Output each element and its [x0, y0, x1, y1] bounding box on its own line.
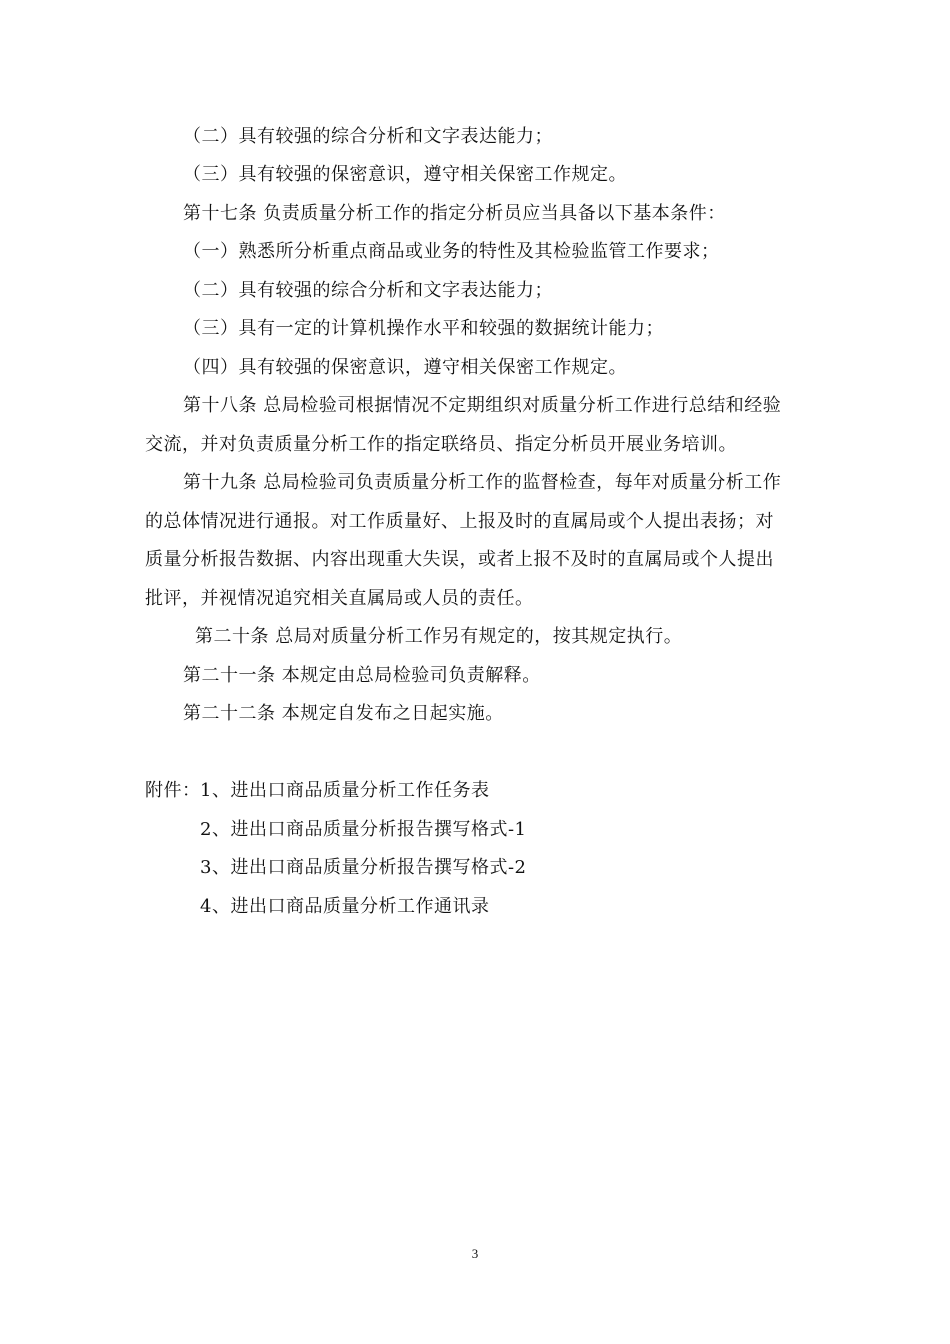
paragraph-line: （一）熟悉所分析重点商品或业务的特性及其检验监管工作要求；	[183, 241, 720, 262]
paragraph-line: （三）具有较强的保密意识，遵守相关保密工作规定。	[183, 164, 627, 185]
article-19-line-4: 批评，并视情况追究相关直属局或人员的责任。	[145, 588, 534, 609]
article-17-heading: 第十七条 负责质量分析工作的指定分析员应当具备以下基本条件：	[183, 203, 726, 224]
paragraph-line: （三）具有一定的计算机操作水平和较强的数据统计能力；	[183, 318, 664, 339]
paragraph-line: （二）具有较强的综合分析和文字表达能力；	[183, 126, 553, 147]
article-22: 第二十二条 本规定自发布之日起实施。	[183, 703, 504, 724]
article-19-line-1: 第十九条 总局检验司负责质量分析工作的监督检查，每年对质量分析工作	[183, 472, 782, 493]
page-number: 3	[471, 1246, 479, 1261]
article-19-line-2: 的总体情况进行通报。对工作质量好、上报及时的直属局或个人提出表扬；对	[145, 511, 774, 532]
attachment-item: 2、进出口商品质量分析报告撰写格式-1	[200, 819, 527, 840]
attachment-item: 1、进出口商品质量分析工作任务表	[200, 780, 490, 801]
article-18-line-1: 第十八条 总局检验司根据情况不定期组织对质量分析工作进行总结和经验	[183, 395, 782, 416]
paragraph-line: （四）具有较强的保密意识，遵守相关保密工作规定。	[183, 357, 627, 378]
attachment-item: 4、进出口商品质量分析工作通讯录	[200, 896, 490, 917]
attachments-label: 附件：	[145, 780, 201, 801]
attachment-item: 3、进出口商品质量分析报告撰写格式-2	[200, 857, 527, 878]
article-21: 第二十一条 本规定由总局检验司负责解释。	[183, 665, 541, 686]
article-20: 第二十条 总局对质量分析工作另有规定的，按其规定执行。	[195, 626, 683, 647]
paragraph-line: （二）具有较强的综合分析和文字表达能力；	[183, 280, 553, 301]
article-19-line-3: 质量分析报告数据、内容出现重大失误，或者上报不及时的直属局或个人提出	[145, 549, 774, 570]
article-18-line-2: 交流，并对负责质量分析工作的指定联络员、指定分析员开展业务培训。	[145, 434, 737, 455]
